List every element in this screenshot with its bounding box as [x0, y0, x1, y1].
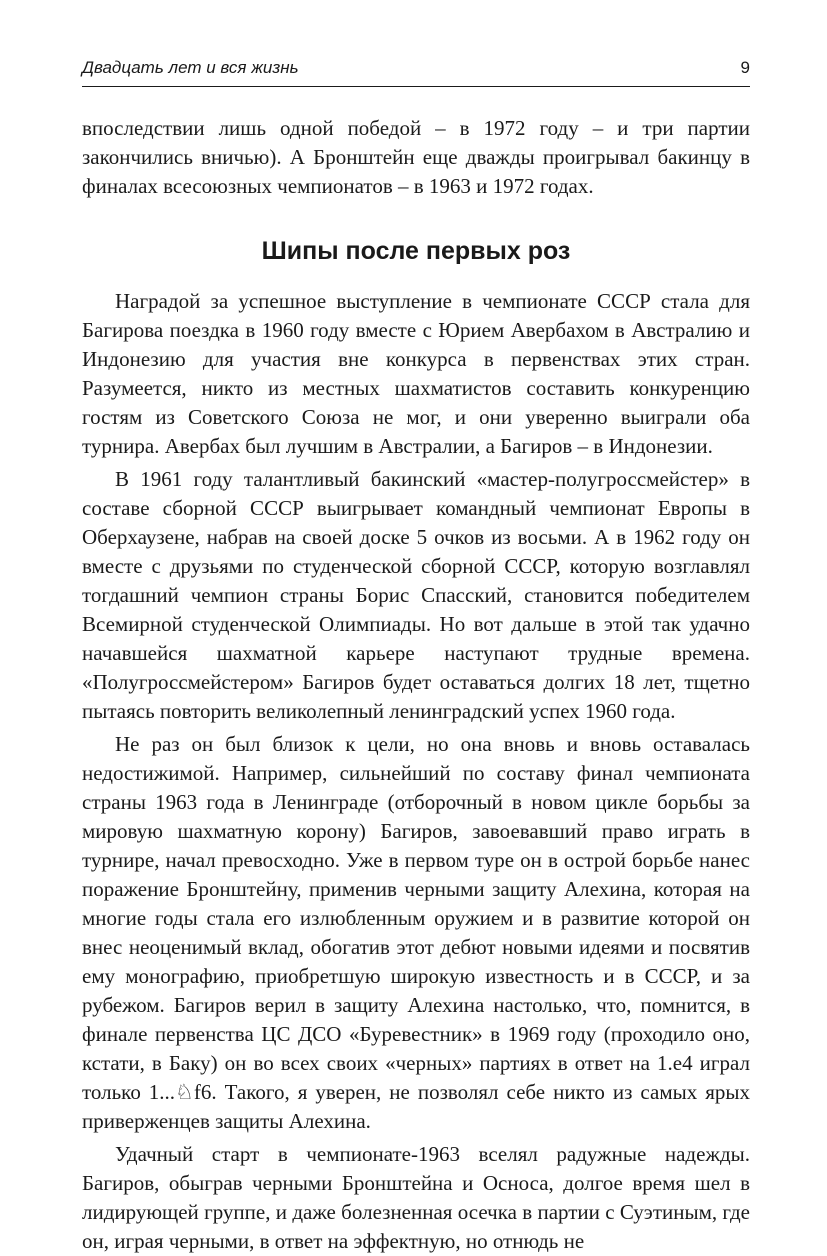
- section-paragraph-3: Не раз он был близок к цели, но она вновь и вновь оставалась недостижимой. Например, сильнейший по составу финал чемпионата страны 1963 года в Ленинграде (отборочный в новом цикле борьбы за мировую шахматную корону) Багиров, завоевавший право играть в турнире, начал превосходно. Уже в первом туре он в острой борьбе нанес поражение Бронштейну, применив черными защиту Алехина, которая на многие годы стала его излюбленным оружием и в развитие которой он внес неоценимый вклад, обогатив этот дебют новыми идеями и посвятив ему монографию, приобретшую широкую известность и в СССР, и за рубежом. Багиров верил в защиту Алехина настолько, что, помнится, в финале первенства ЦС ДСО «Буревестник» в 1969 году (проходило оно, кстати, в Баку) он во всех своих «черных» партиях в ответ на 1.e4 играл только 1...♘f6. Такого, я уверен, не позволял себе никто из самых ярых приверженцев защиты Алехина.: [82, 732, 750, 1133]
- page-number: 9: [740, 58, 750, 77]
- section-title: Шипы после первых роз: [261, 237, 571, 265]
- running-header: [82, 56, 750, 87]
- section-paragraph-2: В 1961 году талантливый бакинский «мастер-полугроссмейстер» в составе сборной СССР выигрывает командный чемпионат Европы в Оберхаузене, набрав на своей доске 5 очков из восьми. А в 1962 году он вместе с друзьями по студенческой сборной СССР, которую возглавлял тогдашний чемпион страны Борис Спасский, становится победителем Всемирной студенческой Олимпиады. Но вот дальше в этой так удачно начавшейся шахматной карьере наступают трудные времена. «Полугроссмейстером» Багиров будет оставаться долгих 18 лет, тщетно пытаясь повторить великолепный ленинградский успех 1960 года.: [82, 467, 750, 723]
- section-paragraph-1: Наградой за успешное выступление в чемпионате СССР стала для Багирова поездка в 1960 году вместе с Юрием Авербахом в Австралию и Индонезию для участия вне конкурса в первенствах этих стран. Разумеется, никто из местных шахматистов составить конкуренцию гостям из Советского Союза не мог, и они уверенно выиграли оба турнира. Авербах был лучшим в Австралии, а Багиров – в Индонезии.: [82, 289, 750, 458]
- page-body: [82, 114, 750, 1256]
- intro-paragraph: впоследствии лишь одной победой – в 1972 году – и три партии закончились вничью). А Бронштейн еще дважды проигрывал бакинцу в финалах всесоюзных чемпионатов – в 1963 и 1972 годах.: [82, 116, 750, 198]
- section-paragraph-4: Удачный старт в чемпионате-1963 вселял радужные надежды. Багиров, обыграв черными Бронштейна и Осноса, долгое время шел в лидирующей группе, и даже болезненная осечка в партии с Суэтиным, где он, играя черными, в ответ на эффектную, но отнюдь не: [82, 1142, 750, 1253]
- running-title: Двадцать лет и вся жизнь: [82, 58, 299, 77]
